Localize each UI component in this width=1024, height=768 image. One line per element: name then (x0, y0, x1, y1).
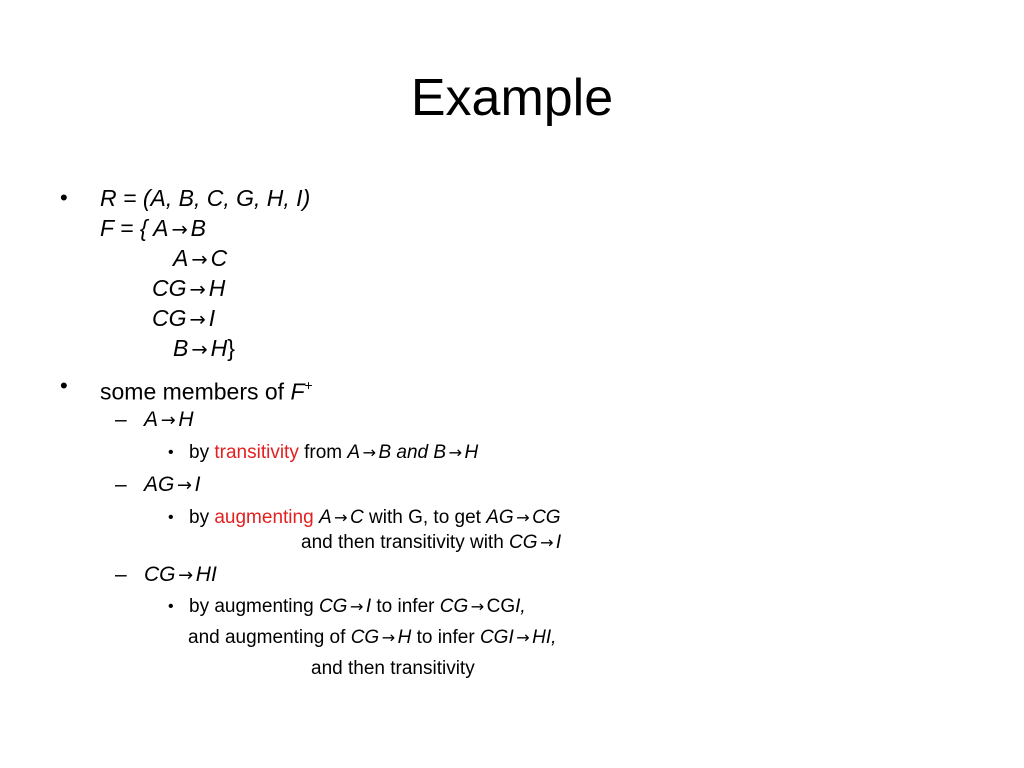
arrow-icon: → (448, 443, 463, 462)
arrow-icon: → (171, 218, 188, 241)
fd-line-3 (152, 273, 225, 305)
members-intro: some members of (100, 378, 285, 405)
explain-text: by augmenting (189, 596, 314, 617)
member-2-explanation-cont (301, 530, 561, 556)
fd-lhs: CG (144, 563, 176, 586)
dash-marker: – (115, 563, 127, 586)
members-heading (100, 371, 313, 407)
fd-set-line-1 (100, 213, 206, 245)
explain-text: to infer (376, 596, 435, 617)
fd-rhs: HI (195, 563, 217, 586)
arrow-icon: → (334, 508, 348, 527)
arrow-icon: → (539, 533, 554, 552)
fd-lhs: A (347, 442, 361, 463)
explain-text: and (396, 442, 429, 463)
fd-rhs: H (178, 408, 194, 431)
fd-rhs: I (555, 532, 562, 553)
fd-rhs: H (210, 335, 228, 361)
explain-text: to infer (416, 627, 475, 648)
fd-rhs: H (208, 275, 226, 301)
fd-lhs: A (153, 215, 169, 241)
fd-lhs: AG (144, 473, 175, 496)
fd-lhs: CG (152, 305, 187, 331)
arrow-icon: → (470, 597, 485, 616)
fd-rhs: B (190, 215, 206, 241)
rule-augmenting: augmenting (214, 507, 314, 528)
fd-lhs: AG (486, 507, 514, 528)
fd-set-open: F = { (100, 215, 148, 241)
explain-text: by (189, 507, 210, 528)
arrow-icon: → (362, 443, 377, 462)
explain-text: with G, to get (369, 507, 481, 528)
fd-lhs: CG (350, 627, 380, 648)
fd-rhs: I (365, 596, 372, 617)
relation-definition: R = (A, B, C, G, H, I) (100, 185, 311, 211)
member-fd-1 (144, 406, 193, 435)
fd-line-5 (173, 333, 235, 365)
fd-line-4 (152, 303, 215, 335)
fd-rhs: CG (486, 596, 516, 617)
arrow-icon: → (178, 565, 194, 586)
closure-symbol: F (290, 378, 305, 405)
arrow-icon: → (516, 628, 530, 647)
fd-lhs: B (433, 442, 447, 463)
fd-lhs: CG (318, 596, 348, 617)
explain-text: by (189, 442, 210, 463)
bullet-dot: • (168, 509, 174, 526)
fd-lhs: CG (439, 596, 469, 617)
fd-rhs: H (397, 627, 412, 648)
bullet-dot: • (168, 444, 174, 461)
fd-line-2 (173, 243, 227, 275)
arrow-icon: → (189, 308, 206, 331)
arrow-icon: → (189, 278, 206, 301)
member-3-explanation-cont-1 (188, 625, 556, 651)
rule-transitivity: transitivity (214, 442, 299, 463)
member-fd-2 (144, 471, 200, 500)
member-fd-3 (144, 561, 217, 590)
member-2-explanation (189, 505, 561, 531)
slide-title: Example (410, 69, 614, 127)
arrow-icon: → (381, 628, 396, 647)
fd-rhs: C (210, 245, 228, 271)
fd-rhs: I (208, 305, 216, 331)
arrow-icon: → (177, 475, 192, 496)
fd-rhs: B (378, 442, 392, 463)
member-3-explanation-cont-2: and then transitivity (311, 658, 475, 679)
fd-lhs: A (144, 408, 159, 431)
fd-lhs: A (173, 245, 189, 271)
fd-set-close: } (227, 335, 235, 361)
fd-lhs: B (173, 335, 189, 361)
member-3-explanation (189, 594, 526, 620)
fd-rhs: CG (532, 507, 561, 528)
closure-plus: + (304, 378, 313, 393)
fd-lhs: CG (509, 532, 538, 553)
arrow-icon: → (516, 508, 530, 527)
arrow-icon: → (191, 338, 208, 361)
fd-lhs: CG (152, 275, 187, 301)
fd-rhs: I (194, 473, 201, 496)
fd-lhs: A (318, 507, 332, 528)
fd-rhs: C (350, 507, 364, 528)
explain-text: and then transitivity with (301, 532, 504, 553)
dash-marker: – (115, 473, 127, 496)
arrow-icon: → (349, 597, 364, 616)
arrow-icon: → (191, 248, 208, 271)
fd-rhs: I, (515, 596, 526, 617)
member-1-explanation (189, 440, 478, 466)
explain-text: from (304, 442, 343, 463)
explain-text: and augmenting of (188, 627, 346, 648)
bullet-dot: • (168, 598, 174, 615)
fd-rhs: HI, (532, 627, 557, 648)
bullet-dot: • (60, 185, 68, 210)
fd-lhs: CGI (479, 627, 514, 648)
fd-rhs: H (464, 442, 479, 463)
bullet-dot: • (60, 373, 68, 398)
dash-marker: – (115, 408, 127, 431)
arrow-icon: → (160, 410, 176, 431)
